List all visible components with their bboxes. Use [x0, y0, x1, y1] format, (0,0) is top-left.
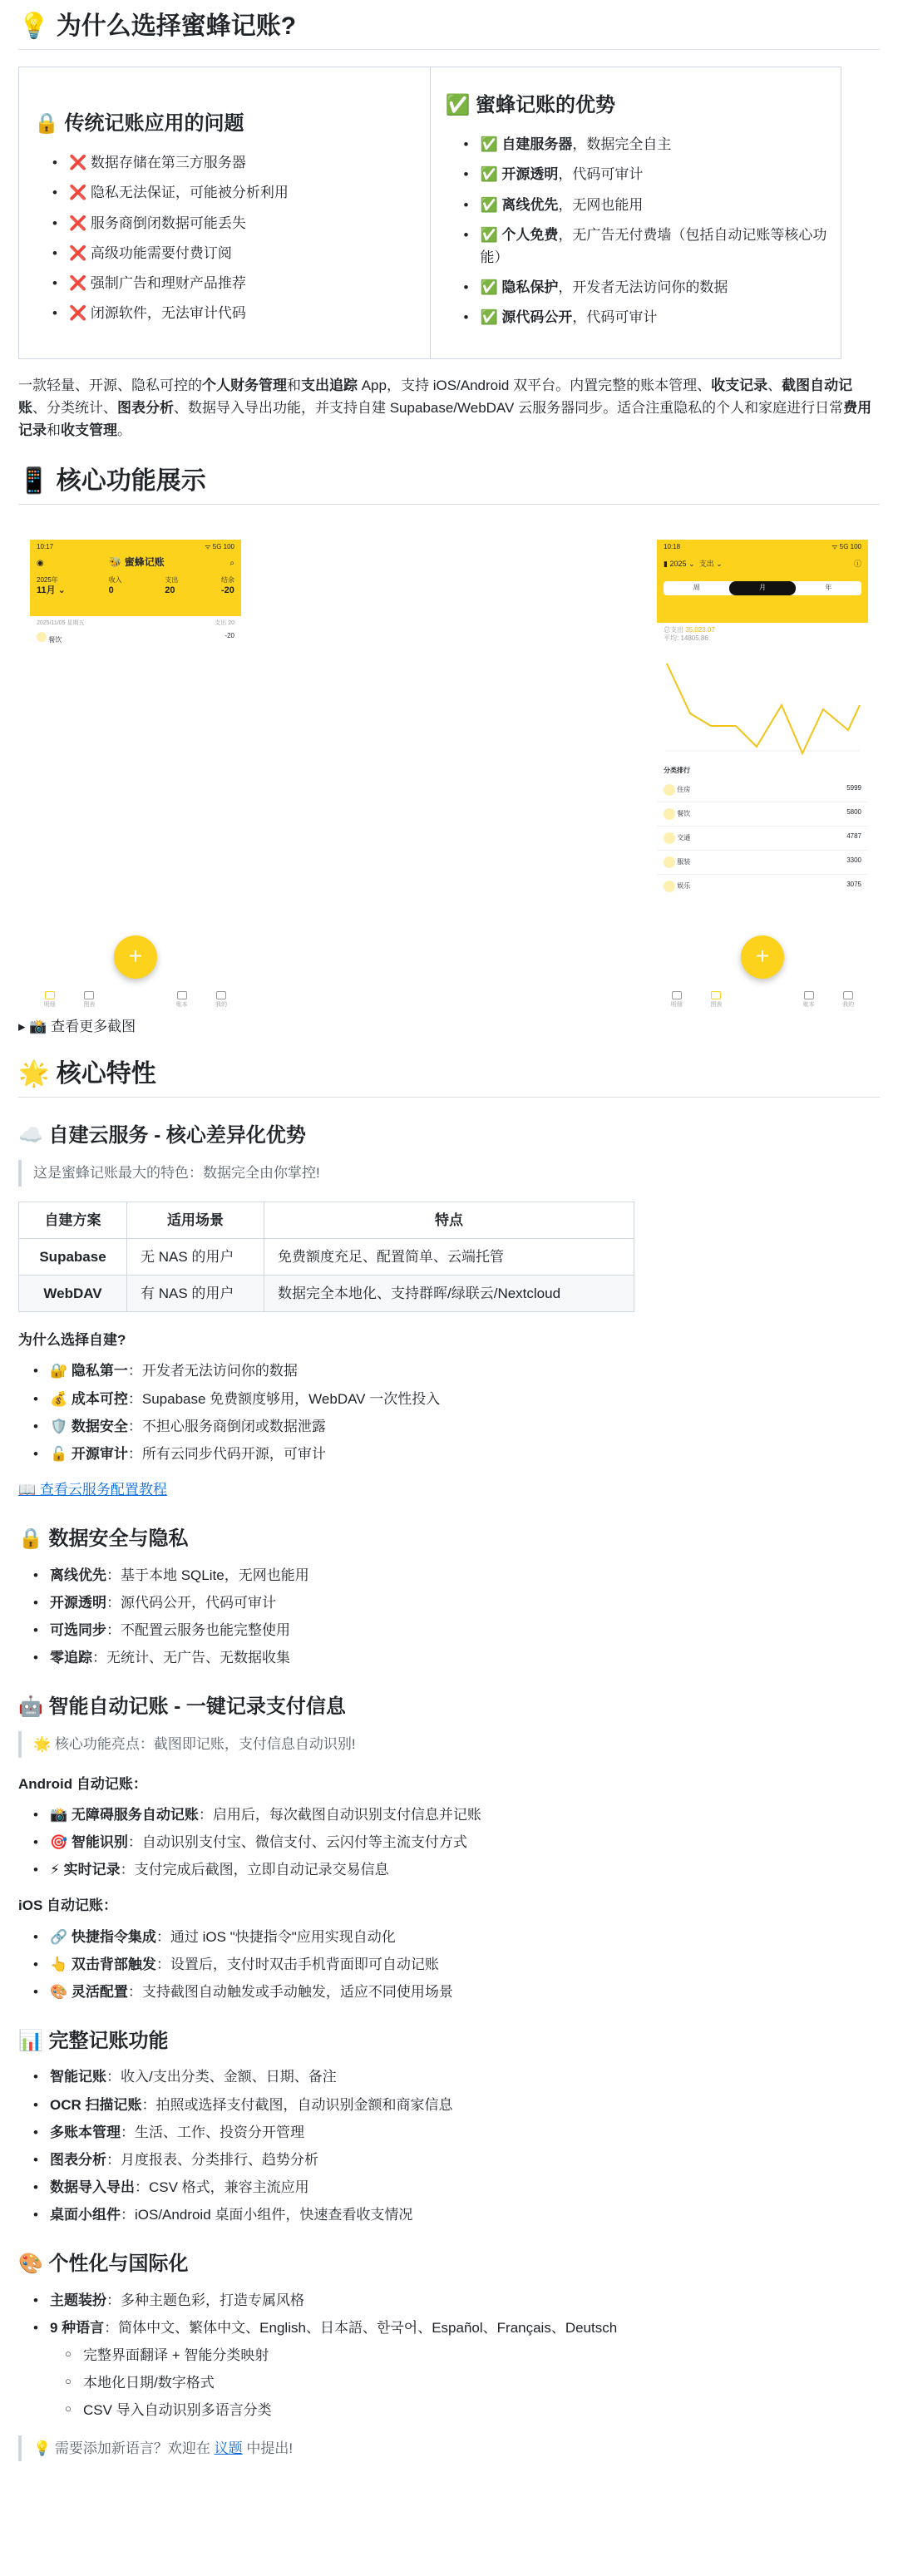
table-header: 自建方案	[19, 1202, 127, 1238]
why-selfhost-title: 为什么选择自建?	[18, 1332, 126, 1349]
list-item: • ❌ 隐私无法保证，可能被分析利用	[69, 181, 417, 204]
period-segment	[664, 581, 861, 595]
traditional-list	[34, 151, 417, 324]
showcase-heading: 📱 核心功能展示	[18, 465, 880, 505]
segment-month[interactable]: 月	[729, 581, 795, 595]
list-item: • 桌面小组件：iOS/Android 桌面小组件，快速查看收支情况	[50, 2203, 880, 2226]
list-item: • ❌ 强制广告和理财产品推荐	[69, 272, 417, 294]
auto-quote: 🌟 核心功能亮点：截图即记账，支付信息自动识别!	[18, 1731, 880, 1757]
tab-bar	[657, 991, 868, 1009]
balance-value: -20	[220, 585, 234, 596]
list-item: • 🛡️ 数据安全：不担心服务商倒闭或数据泄露	[50, 1415, 880, 1438]
year-label: 2025年	[37, 576, 58, 585]
trend-line-chart	[657, 647, 868, 763]
segment-week[interactable]: 周	[693, 584, 700, 592]
expense-label: 支出	[165, 576, 179, 585]
android-list	[18, 1804, 880, 1882]
list-item: • 💰 成本可控：Supabase 免费额度够用，WebDAV 一次性投入	[50, 1388, 880, 1410]
list-item: ○ CSV 导入自动识别多语言分类	[83, 2399, 880, 2421]
list-item: ○ 完整界面翻译 + 智能分类映射	[83, 2344, 880, 2366]
list-item: • 零追踪：无统计、无广告、无数据收集	[50, 1646, 880, 1669]
auto-heading: 🤖 智能自动记账 - 一键记录支付信息	[18, 1695, 346, 1719]
income-label: 收入	[108, 576, 122, 585]
chart-icon: ▮	[664, 560, 668, 569]
list-item: • 主题装扮：多种主题色彩，打造专属风格	[50, 2289, 880, 2312]
full-features-heading: 📊 完整记账功能	[18, 2030, 169, 2053]
list-item: • 🎯 智能识别：自动识别支付宝、微信支付、云闪付等主流支付方式	[50, 1831, 880, 1853]
list-item: • 👆 双击背部触发：设置后，支付时双击手机背面即可自动记账	[50, 1953, 880, 1976]
ios-title: iOS 自动记账：	[18, 1897, 118, 1914]
android-title: Android 自动记账：	[18, 1775, 147, 1792]
list-item: • 智能记账：收入/支出分类、金额、日期、备注	[50, 2065, 880, 2088]
tab-detail[interactable]: 明细	[44, 991, 56, 1009]
add-entry-button[interactable]: +	[114, 935, 157, 979]
screenshot-chart	[657, 540, 868, 1014]
table-header: 适用场景	[127, 1202, 264, 1238]
list-item: 娱乐 3075	[657, 875, 868, 898]
screenshot-gallery	[18, 521, 880, 1008]
list-item: ○ 本地化日期/数字格式	[83, 2371, 880, 2394]
table-row: Supabase 无 NAS 的用户 免费额度充足、配置简单、云端托管	[19, 1238, 634, 1275]
category-icon	[664, 881, 675, 892]
cloud-quote: 这是蜜蜂记账最大的特色：数据完全由你掌控!	[18, 1160, 880, 1186]
list-item: • ✅ 自建服务器，数据完全自主	[481, 133, 828, 155]
eye-icon: ◉	[37, 558, 44, 568]
list-item: • ⚡ 实时记录：支付完成后截图，立即自动记录交易信息	[50, 1858, 880, 1881]
advantages-column	[430, 67, 841, 358]
income-value: 0	[108, 585, 114, 596]
list-item: • ✅ 离线优先，无网也能用	[481, 194, 828, 216]
ios-list	[18, 1926, 880, 2004]
language-sub-list	[50, 2344, 880, 2422]
list-item: • 9 种语言：简体中文、繁体中文、English、日本語、한국어、Español、Français、Deutsch ○ 完整界面翻译 + 智能分类映射 ○ 本地化日期/数字格式 ○ CSV 导入自动识别多语言分类	[50, 2317, 880, 2422]
advantages-list	[446, 133, 828, 328]
status-time: 10:17	[37, 543, 54, 551]
app-title: 🐝 蜜蜂记账	[109, 556, 165, 569]
balance-label: 结余	[220, 576, 234, 585]
list-item: 服装 3300	[657, 851, 868, 875]
status-signal: ᯤ 5G 100	[205, 543, 234, 551]
list-item: • 🔗 快捷指令集成：通过 iOS "快捷指令"应用实现自动化	[50, 1926, 880, 1948]
type-select[interactable]: 支出 ⌄	[698, 560, 723, 569]
traditional-column	[19, 67, 430, 358]
more-screenshots-toggle[interactable]: ▸ 📸 查看更多截图	[18, 1019, 136, 1035]
list-item: • 数据导入导出：CSV 格式，兼容主流应用	[50, 2176, 880, 2198]
status-signal: ᯤ 5G 100	[831, 543, 861, 551]
list-item: • 图表分析：月度报表、分类排行、趋势分析	[50, 2149, 880, 2171]
list-item: • ❌ 闭源软件，无法审计代码	[69, 302, 417, 324]
screenshot-home	[30, 540, 241, 1014]
category-icon	[664, 784, 675, 796]
list-item: • ✅ 源代码公开，代码可审计	[481, 306, 828, 328]
add-entry-button[interactable]: +	[741, 935, 784, 979]
tab-ledger[interactable]: 账本	[803, 991, 815, 1009]
list-item: 交通 4787	[657, 827, 868, 851]
table-header: 特点	[264, 1202, 634, 1238]
phone-header	[657, 540, 868, 623]
ranking-list	[657, 778, 868, 898]
tab-chart[interactable]: 图表	[710, 991, 722, 1009]
list-item: • 多账本管理：生活、工作、投资分开管理	[50, 2121, 880, 2144]
i18n-quote: 💡 需要添加新语言？欢迎在 议题 中提出!	[18, 2435, 880, 2461]
cloud-heading: ☁️ 自建云服务 - 核心差异化优势	[18, 1124, 306, 1147]
category-icon	[664, 832, 675, 844]
month-select: 11月 ⌄	[37, 585, 66, 596]
tab-mine[interactable]: 我的	[842, 991, 854, 1009]
phone-header	[30, 540, 241, 616]
cloud-tutorial-link[interactable]: 📖 查看云服务配置教程	[18, 1482, 167, 1498]
features-heading: 🌟 核心特性	[18, 1058, 880, 1098]
search-icon: ⌕	[229, 558, 234, 568]
full-features-list	[18, 2065, 880, 2226]
comparison-table	[18, 67, 841, 359]
list-item: • 🔓 开源审计：所有云同步代码开源，可审计	[50, 1443, 880, 1465]
intro-paragraph: 一款轻量、开源、隐私可控的个人财务管理和支出追踪 App，支持 iOS/Android 双平台。内置完整的账本管理、收支记录、截图自动记账、分类统计、图表分析、数据导入导出功能，并支持自建 Supabase/WebDAV 云服务器同步。适合注重隐私的个人和家庭进行日常费用记录和收支管理。	[18, 377, 872, 438]
tab-mine[interactable]: 我的	[215, 991, 227, 1009]
security-list	[18, 1564, 880, 1670]
list-item: • ❌ 服务商倒闭数据可能丢失	[69, 212, 417, 234]
list-item: • 可选同步：不配置云服务也能完整使用	[50, 1619, 880, 1641]
cloud-table	[18, 1202, 634, 1313]
tab-chart[interactable]: 图表	[83, 991, 95, 1009]
list-item: 餐饮 5800	[657, 802, 868, 827]
total-value: 35,023.07	[685, 626, 715, 634]
why-heading: 💡 为什么选择蜜蜂记账?	[18, 10, 880, 50]
list-item: • ✅ 个人免费，无广告无付费墙（包括自动记账等核心功能）	[481, 224, 828, 269]
average-label: 平均: 14805.86	[664, 634, 708, 643]
total-label: 总支出	[664, 626, 683, 634]
info-icon: ⓘ	[853, 560, 861, 569]
list-item: • 离线优先：基于本地 SQLite，无网也能用	[50, 1564, 880, 1587]
expense-value: 20	[165, 585, 175, 596]
tab-bar	[30, 991, 241, 1009]
category-icon	[664, 856, 675, 868]
segment-year[interactable]: 年	[825, 584, 832, 592]
list-item: • ❌ 高级功能需要付费订阅	[69, 242, 417, 264]
ranking-title: 分类排行	[664, 766, 690, 774]
list-item: • 开源透明：源代码公开，代码可审计	[50, 1591, 880, 1614]
list-item: 住房 5999	[657, 778, 868, 802]
list-item: • OCR 扫描记账：拍照或选择支付截图，自动识别金额和商家信息	[50, 2094, 880, 2116]
list-item: • ✅ 隐私保护，开发者无法访问你的数据	[481, 276, 828, 299]
table-row: WebDAV 有 NAS 的用户 数据完全本地化、支持群晖/绿联云/Nextcloud	[19, 1276, 634, 1312]
list-item: • ✅ 开源透明，代码可审计	[481, 163, 828, 185]
i18n-list	[18, 2289, 880, 2422]
i18n-heading: 🎨 个性化与国际化	[18, 2253, 189, 2276]
food-icon	[37, 632, 47, 642]
advantages-title: ✅ 蜜蜂记账的优势	[445, 94, 616, 116]
security-heading: 🔒 数据安全与隐私	[18, 1527, 189, 1551]
entry-row: 餐饮 -20	[30, 630, 241, 646]
list-item: • 🔐 隐私第一：开发者无法访问你的数据	[50, 1360, 880, 1382]
why-selfhost-list	[18, 1360, 880, 1465]
date-sum: 支出 20	[215, 620, 234, 627]
issues-link[interactable]: 议题	[214, 2440, 243, 2456]
year-select[interactable]: 2025 ⌄	[669, 560, 695, 569]
date-row: 2025/11/05 星期五	[37, 620, 85, 627]
tab-detail[interactable]: 明细	[671, 991, 683, 1009]
status-time: 10:18	[664, 543, 681, 551]
list-item: • 🎨 灵活配置：支持截图自动触发或手动触发，适应不同使用场景	[50, 1981, 880, 2003]
list-item: • 📸 无障碍服务自动记账：启用后，每次截图自动识别支付信息并记账	[50, 1804, 880, 1826]
traditional-title: 🔒 传统记账应用的问题	[34, 112, 244, 135]
list-item: • ❌ 数据存储在第三方服务器	[69, 151, 417, 174]
category-icon	[664, 808, 675, 820]
tab-ledger[interactable]: 账本	[176, 991, 188, 1009]
